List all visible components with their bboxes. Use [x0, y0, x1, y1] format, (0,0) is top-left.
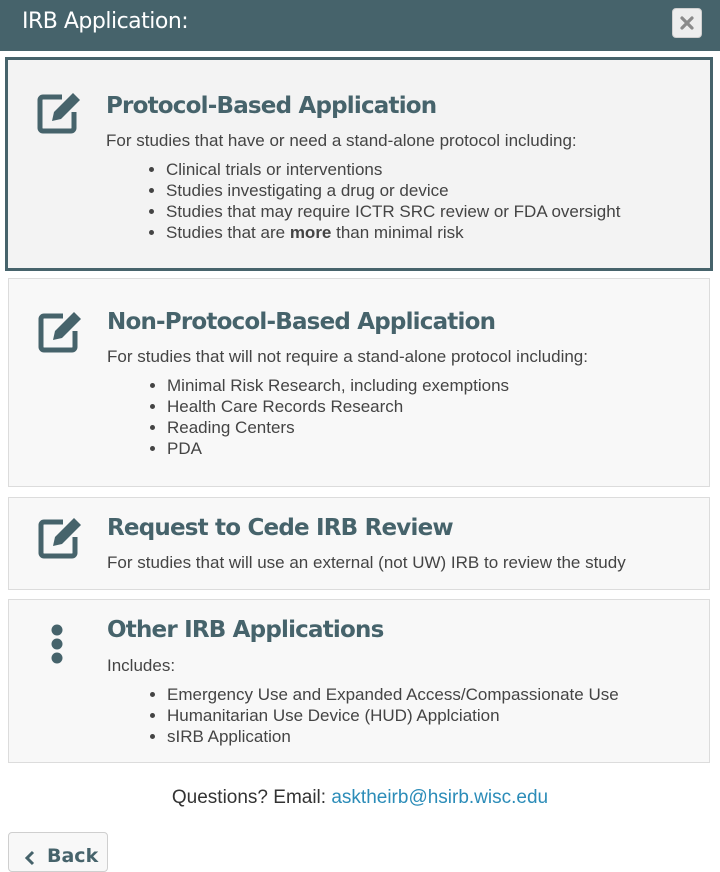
- card-list: [149, 684, 619, 747]
- list-item: • Minimal Risk Research, including exemptions: [167, 375, 509, 396]
- email-link[interactable]: asktheirb@hsirb.wisc.edu: [331, 787, 549, 808]
- non-protocol-based-application-card[interactable]: [8, 278, 710, 487]
- card-title: Other IRB Applications: [107, 617, 384, 643]
- back-label: Back: [47, 845, 99, 867]
- card-description: Includes:: [107, 656, 176, 675]
- card-description: For studies that will use an external (not UW) IRB to review the study: [107, 553, 626, 572]
- card-title: Request to Cede IRB Review: [107, 515, 453, 541]
- card-title: Non-Protocol-Based Application: [107, 309, 496, 335]
- card-description: For studies that have or need a stand-alone protocol including:: [106, 131, 577, 150]
- list-item: • PDA: [167, 438, 509, 459]
- list-item: • Health Care Records Research: [167, 396, 509, 417]
- edit-icon: [37, 513, 85, 561]
- questions-label: Questions? Email:: [171, 787, 332, 808]
- protocol-based-application-card[interactable]: [5, 57, 713, 271]
- card-list: [149, 375, 509, 459]
- dialog-header: [0, 0, 720, 51]
- other-irb-applications-card[interactable]: [8, 599, 710, 763]
- list-item: • Studies that are more than minimal risk: [166, 222, 620, 243]
- list-item: • Humanitarian Use Device (HUD) Applciation: [167, 705, 619, 726]
- chevron-left-icon: [23, 850, 37, 866]
- dialog-title: IRB Application:: [22, 9, 189, 34]
- request-to-cede-irb-review-card[interactable]: [8, 497, 710, 590]
- card-title: Protocol-Based Application: [106, 93, 437, 119]
- list-item: • Studies that may require ICTR SRC review or FDA oversight: [166, 201, 620, 222]
- more-vertical-icon: [37, 620, 85, 668]
- edit-icon: [37, 307, 85, 355]
- list-item: • Emergency Use and Expanded Access/Compassionate Use: [167, 684, 619, 705]
- edit-icon: [36, 88, 84, 136]
- back-button[interactable]: [8, 832, 108, 872]
- list-item: • Studies investigating a drug or device: [166, 180, 620, 201]
- card-description: For studies that will not require a stand-alone protocol including:: [107, 347, 588, 366]
- list-item: • sIRB Application: [167, 726, 619, 747]
- card-list: [148, 159, 620, 243]
- list-item: • Clinical trials or interventions: [166, 159, 620, 180]
- list-item: • Reading Centers: [167, 417, 509, 438]
- questions-line: [0, 787, 720, 809]
- close-button[interactable]: [672, 8, 702, 38]
- close-icon: [679, 15, 695, 31]
